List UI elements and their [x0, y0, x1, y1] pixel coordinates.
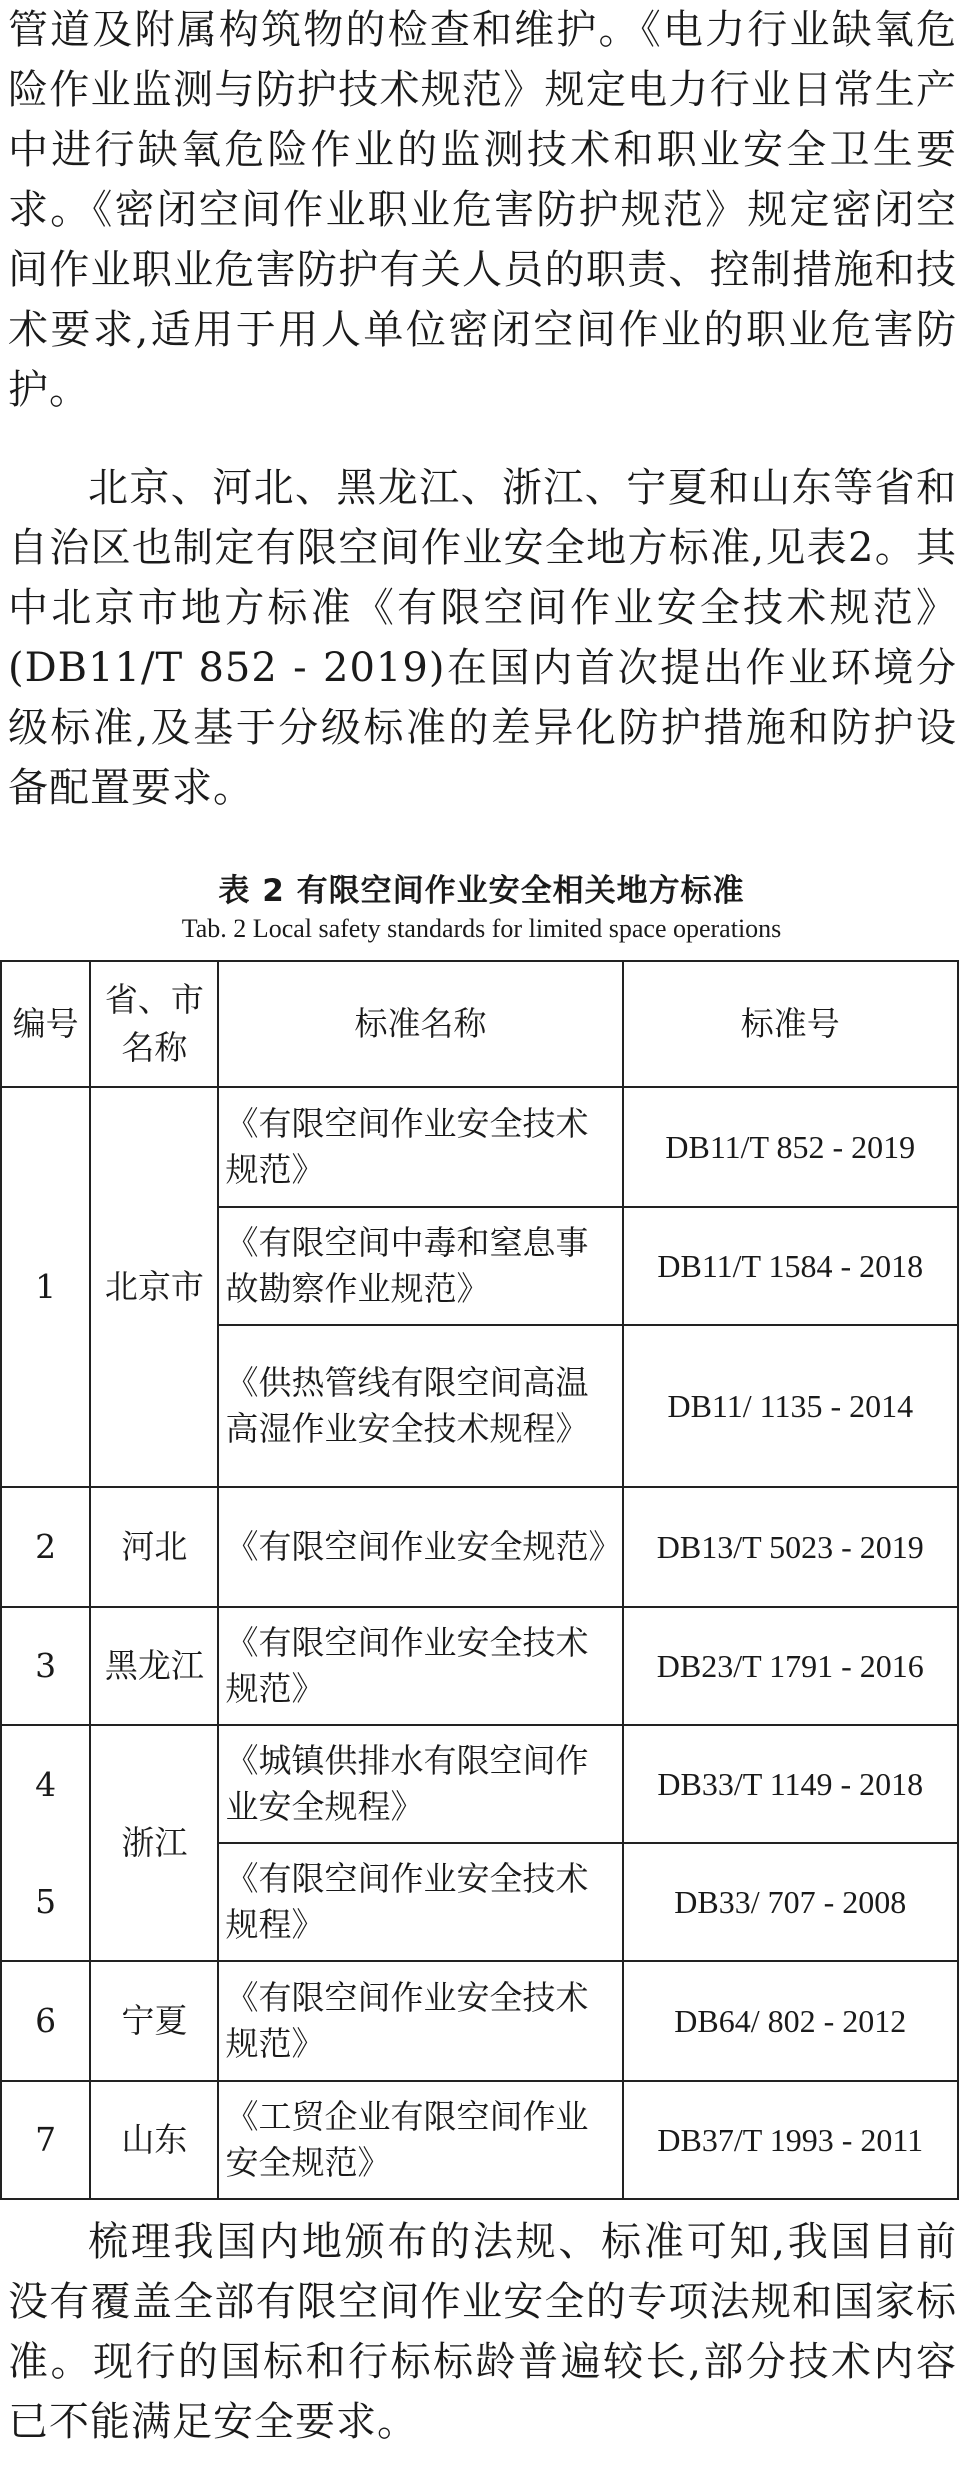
row-number: 6 — [1, 1961, 90, 2081]
row-province: 浙江 — [90, 1725, 218, 1961]
row-standard-name: 《有限空间作业安全技术规范》 — [218, 1087, 622, 1207]
table-caption-english: Tab. 2 Local safety standards for limited space operations — [181, 914, 782, 943]
header-province-line2: 名称 — [121, 1028, 188, 1067]
header-province — [90, 961, 218, 1087]
local-standards-table — [0, 960, 959, 2200]
row-number: 2 — [1, 1487, 90, 1607]
row-number: 5 — [1, 1843, 90, 1961]
row-standard-name: 《有限空间作业安全技术规程》 — [218, 1843, 622, 1961]
row-standard-name: 《城镇供排水有限空间作业安全规程》 — [218, 1725, 622, 1843]
table-row — [1, 1087, 958, 1207]
table-caption-chinese: 表 2 有限空间作业安全相关地方标准 — [218, 873, 745, 909]
row-standard-code: DB33/T 1149 - 2018 — [623, 1725, 958, 1843]
row-standard-code: DB23/T 1791 - 2016 — [623, 1607, 958, 1725]
paragraph-3: 梳理我国内地颁布的法规、标准可知,我国目前没有覆盖全部有限空间作业安全的专项法规和国家标准。现行的国标和行标标龄普遍较长,部分技术内容已不能满足安全要求。 — [8, 2219, 957, 2445]
row-number: 3 — [1, 1607, 90, 1725]
paragraph-1: 管道及附属构筑物的检查和维护。《电力行业缺氧危险作业监测与防护技术规范》规定电力行业日常生产中进行缺氧危险作业的监测技术和职业安全卫生要求。《密闭空间作业职业危害防护规范》规定密闭空间作业职业危害防护有关人员的职责、控制措施和技术要求,适用于用人单位密闭空间作业的职业危害防护。 — [8, 7, 957, 413]
header-number: 编号 — [1, 961, 90, 1087]
row-standard-name: 《供热管线有限空间高温高湿作业安全技术规程》 — [218, 1325, 622, 1487]
row-standard-name: 《有限空间中毒和窒息事故勘察作业规范》 — [218, 1207, 622, 1325]
row-standard-name: 《有限空间作业安全规范》 — [218, 1487, 622, 1607]
table-row — [1, 1725, 958, 1843]
row-standard-code: DB11/ 1135 - 2014 — [623, 1325, 958, 1487]
row-province: 山东 — [90, 2081, 218, 2199]
paragraph-2: 北京、河北、黑龙江、浙江、宁夏和山东等省和自治区也制定有限空间作业安全地方标准,见表2。其中北京市地方标准《有限空间作业安全技术规范》(DB11/T 852 - 2019)在国内首次提出作业环境分级标准,及基于分级标准的差异化防护措施和防护设备配置要求。 — [8, 465, 957, 811]
table-row — [1, 2081, 958, 2199]
table-row — [1, 1607, 958, 1725]
row-standard-code: DB64/ 802 - 2012 — [623, 1961, 958, 2081]
table-row — [1, 1487, 958, 1607]
row-standard-code: DB11/T 1584 - 2018 — [623, 1207, 958, 1325]
header-province-line1: 省、市 — [104, 980, 204, 1019]
row-standard-code: DB33/ 707 - 2008 — [623, 1843, 958, 1961]
table-header-row — [1, 961, 958, 1087]
header-standard-name: 标准名称 — [218, 961, 622, 1087]
row-number: 7 — [1, 2081, 90, 2199]
table-row — [1, 1961, 958, 2081]
header-standard-code: 标准号 — [623, 961, 958, 1087]
row-number: 1 — [1, 1087, 90, 1487]
row-province: 河北 — [90, 1487, 218, 1607]
row-standard-name: 《有限空间作业安全技术规范》 — [218, 1607, 622, 1725]
row-standard-code: DB37/T 1993 - 2011 — [623, 2081, 958, 2199]
row-standard-code: DB11/T 852 - 2019 — [623, 1087, 958, 1207]
row-standard-code: DB13/T 5023 - 2019 — [623, 1487, 958, 1607]
row-province: 宁夏 — [90, 1961, 218, 2081]
row-number: 4 — [1, 1725, 90, 1843]
row-province: 北京市 — [90, 1087, 218, 1487]
row-standard-name: 《工贸企业有限空间作业安全规范》 — [218, 2081, 622, 2199]
row-province: 黑龙江 — [90, 1607, 218, 1725]
row-standard-name: 《有限空间作业安全技术规范》 — [218, 1961, 622, 2081]
